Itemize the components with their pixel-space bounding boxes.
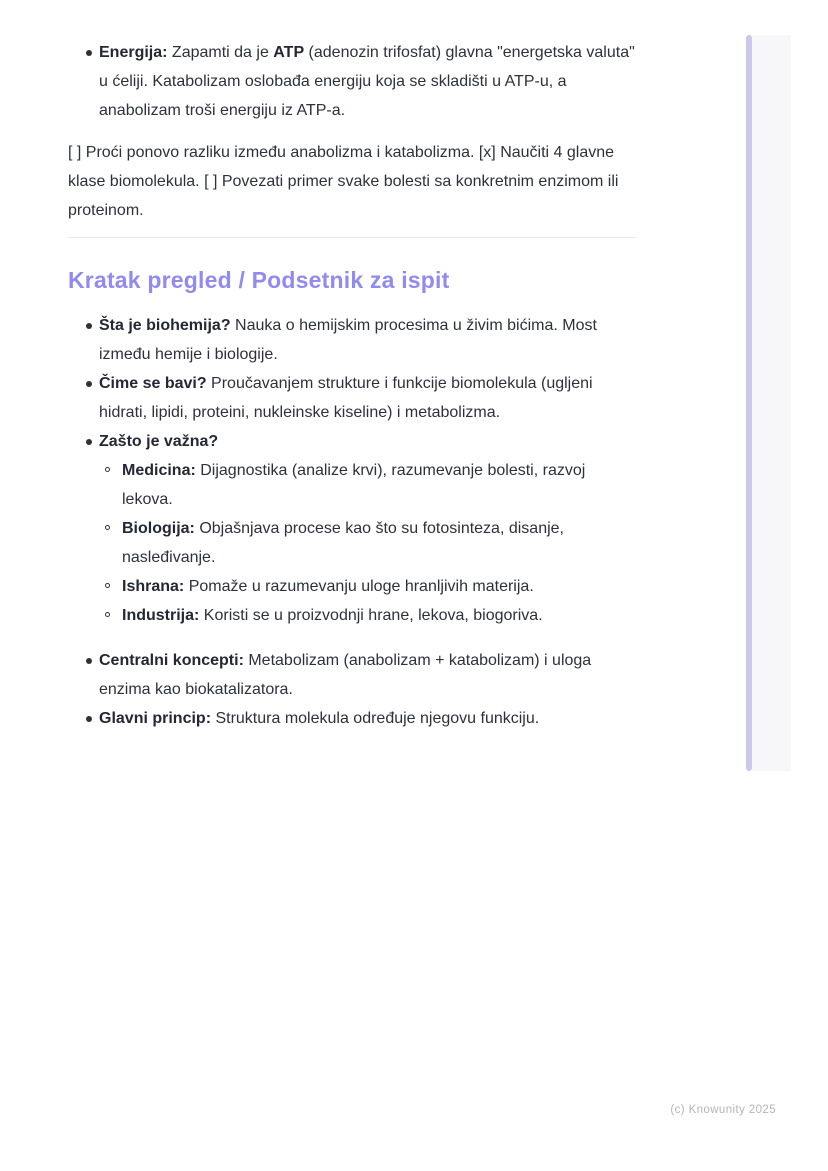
list-item [68,704,646,733]
list-item-text [99,311,639,369]
list-item-text [99,704,639,733]
review-list [68,311,646,733]
item-lead-bold: Čime se bavi? [99,375,207,392]
item-text: Nauka o hemijskim procesima u živim bićima. Most između hemije i biologije. [99,317,597,363]
inline-bold-atp: ATP [273,44,305,61]
list-item-text [99,38,639,125]
item-text: Zapamti da je [167,44,274,61]
todo-paragraph: [ ] Proći ponovo razliku između anabolizma i katabolizma. [x] Naučiti 4 glavne klase biomolekula. [ ] Povezati primer svake bolesti sa konkretnim enzimom ili proteinom. [68,144,619,219]
footer-watermark: (c) Knowunity 2025 [670,1104,776,1116]
list-item [68,311,646,369]
bullet-icon [68,646,99,675]
note-content-area [68,38,646,733]
item-lead-bold: Glavni princip: [99,710,212,727]
item-text: Objašnjava procese kao što su fotosinteza, disanje, nasleđivanje. [122,520,564,566]
item-text: (adenozin trifosfat) glavna "energetska valuta" u ćeliji. Katabolizam oslobađa energiju koja se skladišti u ATP-u, a anabolizam troši energiju iz ATP-a. [99,44,635,119]
circle-icon [68,601,122,630]
item-lead-bold: Industrija: [122,607,200,624]
item-lead-bold: Šta je biohemija? [99,317,231,334]
item-text: Koristi se u proizvodnji hrane, lekova, biogoriva. [199,607,543,624]
bullet-icon [68,704,99,733]
list-item-text [122,456,638,514]
sub-list-item [68,601,646,630]
list-item [68,369,646,427]
list-item-text [99,369,639,427]
viewer-gutter [752,35,791,771]
list-item [68,427,646,456]
review-list-continued [68,646,646,733]
item-lead-bold: Energija: [99,44,168,61]
circle-icon [68,456,122,485]
circle-icon [68,572,122,601]
bullet-icon [68,38,99,67]
bullet-icon [68,427,99,456]
sub-list-item [68,514,646,572]
list-item-text [99,646,639,704]
circle-icon [68,514,122,543]
list-item-text [122,601,638,630]
bullet-icon [68,369,99,398]
item-text: Dijagnostika (analize krvi), razumevanje bolesti, razvoj lekova. [122,462,586,508]
list-item-text [122,572,638,601]
list-item-text [122,514,638,572]
bullet-icon [68,311,99,340]
item-lead-bold: Zašto je važna? [99,433,219,450]
item-text: Proučavanjem strukture i funkcije biomolekula (ugljeni hidrati, lipidi, proteini, nukleinske kiseline) i metabolizma. [99,375,593,421]
section-divider [68,237,636,238]
item-lead-bold: Biologija: [122,520,195,537]
item-lead-bold: Ishrana: [122,578,185,595]
list-item [68,646,646,704]
item-lead-bold: Medicina: [122,462,196,479]
item-lead-bold: Centralni koncepti: [99,652,244,669]
sub-list-item [68,456,646,514]
item-text: Metabolizam (anabolizam + katabolizam) i uloga enzima kao biokatalizatora. [99,652,592,698]
item-text: Pomaže u razumevanju uloge hranljivih materija. [184,578,534,595]
sub-list-item [68,572,646,601]
item-text: Struktura molekula određuje njegovu funkciju. [211,710,540,727]
list-item-energija [68,38,646,125]
list-item-text [99,427,639,456]
section-heading: Kratak pregled / Podsetnik za ispit [68,267,450,293]
